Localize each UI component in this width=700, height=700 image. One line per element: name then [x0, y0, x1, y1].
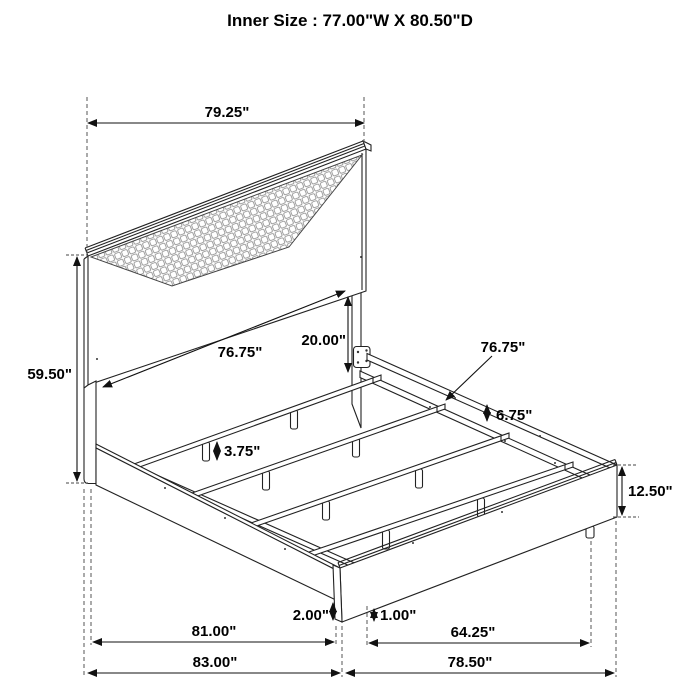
dim-overall-depth	[88, 654, 340, 673]
footboard-left-end	[333, 565, 342, 622]
dim-rail-floor-gap-label: 1.00"	[380, 607, 417, 624]
dim-footboard-height	[622, 467, 673, 515]
panel-screw-dot	[96, 358, 98, 360]
dim-slat-leg-height	[217, 442, 260, 460]
dim-rail-to-back-depth	[346, 654, 614, 673]
footboard-screw-dot	[501, 511, 503, 513]
dim-footboard-bottom-offset	[293, 603, 333, 624]
dim-inner-rail-depth	[93, 623, 334, 642]
dim-headboard-height-label: 59.50"	[27, 366, 72, 383]
dim-headboard-height	[27, 257, 77, 481]
dim-overall-depth-label: 83.00"	[192, 654, 238, 671]
dim-rail-length-label: 76.75"	[480, 339, 526, 356]
dim-rail-floor-gap	[374, 607, 416, 624]
dim-headboard-width	[88, 104, 364, 123]
headboard-left-leg	[84, 381, 96, 484]
dim-slat-area-depth-label: 64.25"	[450, 624, 496, 641]
dim-headboard-inner-width-label: 76.75"	[217, 344, 263, 361]
dim-inner-rail-depth-label: 81.00"	[191, 623, 237, 640]
dim-slat-leg-height-label: 3.75"	[224, 443, 261, 460]
footboard-screw-dot	[412, 542, 414, 544]
dim-footboard-height-label: 12.50"	[628, 483, 673, 500]
inner-size-title: Inner Size : 77.00"W X 80.50"D	[227, 11, 473, 30]
dim-rail-height-label: 6.75"	[496, 407, 533, 424]
front-side-rail	[96, 444, 338, 601]
dim-footboard-bottom-offset-label: 2.00"	[292, 607, 329, 624]
panel-screw-dot	[360, 256, 362, 258]
footboard-panel	[340, 465, 617, 622]
dim-headboard-panel-height-label: 20.00"	[301, 332, 346, 349]
dim-rail-to-back-depth-label: 78.50"	[447, 654, 493, 671]
back-side-rail	[367, 354, 617, 472]
dim-headboard-width-label: 79.25"	[204, 104, 250, 121]
dim-slat-area-depth	[369, 624, 589, 643]
dim-rail-length	[446, 339, 525, 400]
